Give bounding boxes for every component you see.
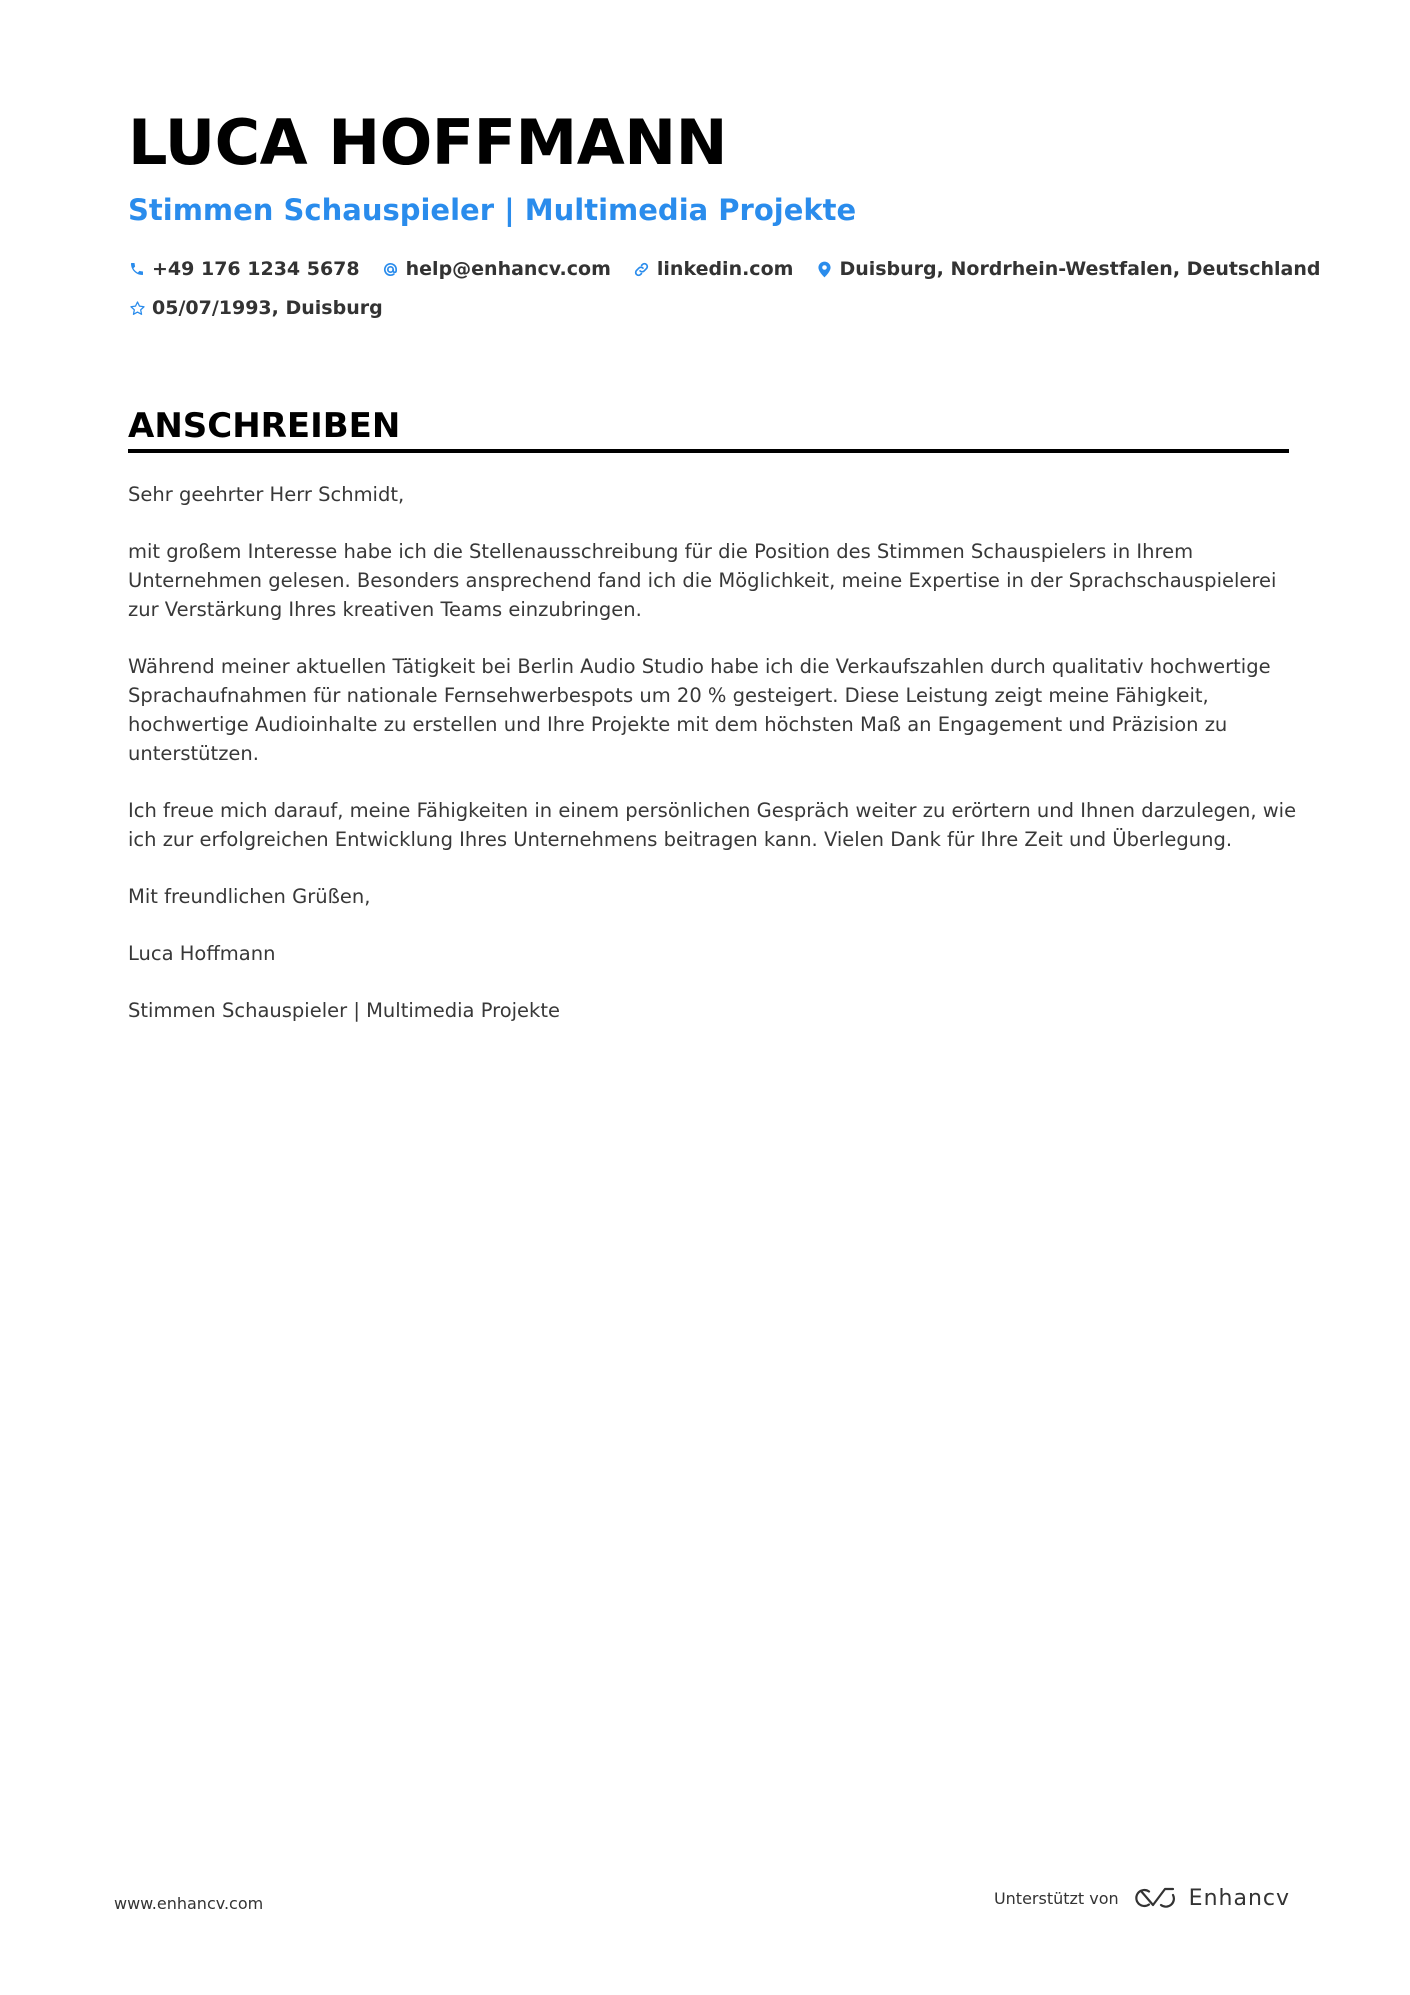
letter-salutation: Sehr geehrter Herr Schmidt, [128, 483, 405, 506]
powered-by-label: Unterstützt von [993, 1888, 1119, 1908]
contact-phone [128, 258, 360, 280]
contact-location [815, 258, 1320, 280]
link-icon [633, 260, 651, 278]
letter-paragraph-1: mit großem Interesse habe ich die Stellenausschreibung für die Position des Stimmen Schauspielers in Ihrem Unternehmen gelesen. Besonders ansprechend fand ich die Möglichkeit, meine Expertise in der Sprachschauspielerei zur Verstärkung Ihres kreativen Teams einzubringen. [128, 540, 1277, 621]
section-divider [128, 449, 1289, 453]
letter-closing: Mit freundlichen Grüßen, [128, 885, 371, 908]
contact-email[interactable] [382, 258, 611, 280]
birth-text: 05/07/1993, Duisburg [152, 297, 383, 319]
contact-info [128, 256, 1321, 334]
contact-row-2 [128, 295, 1288, 321]
enhancv-logo-icon [1131, 1885, 1177, 1911]
contact-row-1 [128, 256, 1321, 282]
website-text: linkedin.com [656, 258, 794, 280]
phone-icon [128, 260, 146, 278]
footer-branding[interactable] [994, 1885, 1290, 1911]
location-text: Duisburg, Nordrhein-Westfalen, Deutschland [839, 258, 1321, 280]
signature-title: Stimmen Schauspieler | Multimedia Projekte [128, 999, 560, 1022]
enhancv-brand-text: Enhancv [1188, 1885, 1290, 1911]
signature-name: Luca Hoffmann [128, 942, 276, 965]
location-pin-icon [815, 260, 833, 278]
at-icon [382, 260, 400, 278]
contact-website[interactable] [633, 258, 794, 280]
letter-paragraph-2: Während meiner aktuellen Tätigkeit bei Berlin Audio Studio habe ich die Verkaufszahlen durch qualitativ hochwertige Sprachaufnahmen für nationale Fernsehwerbespots um 20 % gesteigert. Diese Leistung zeigt meine Fähigkeit, hochwertige Audioinhalte zu erstellen und Ihre Projekte mit dem höchsten Maß an Engagement und Präzision zu unterstützen. [128, 655, 1271, 765]
contact-birth [128, 297, 383, 319]
star-icon [128, 299, 146, 317]
letter-body [128, 480, 1298, 1053]
candidate-headline: Stimmen Schauspieler | Multimedia Projekte [128, 193, 857, 227]
footer-website[interactable]: www.enhancv.com [114, 1894, 264, 1913]
letter-paragraph-3: Ich freue mich darauf, meine Fähigkeiten in einem persönlichen Gespräch weiter zu erörtern und Ihnen darzulegen, wie ich zur erfolgreichen Entwicklung Ihres Unternehmens beitragen kann. Vielen Dank für Ihre Zeit und Überlegung. [128, 799, 1297, 851]
phone-text: +49 176 1234 5678 [152, 258, 360, 280]
email-text: help@enhancv.com [405, 258, 611, 280]
candidate-name: LUCA HOFFMANN [128, 106, 727, 179]
section-title: ANSCHREIBEN [128, 406, 401, 446]
